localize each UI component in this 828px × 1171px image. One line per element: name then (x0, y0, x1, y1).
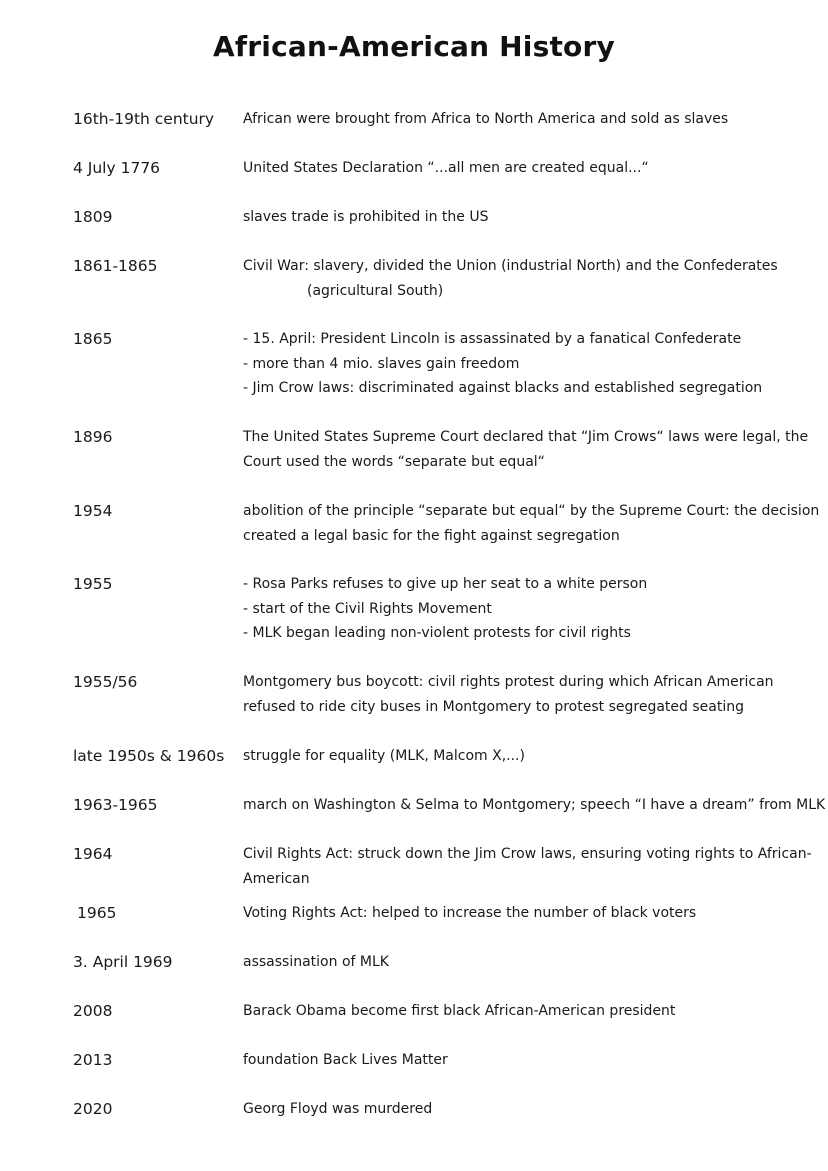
event-date: late 1950s & 1960s (73, 747, 225, 765)
event-description (243, 950, 803, 975)
event-date: 2008 (73, 1002, 113, 1020)
event-date: 1955 (73, 575, 113, 593)
event-description (243, 901, 803, 926)
event-date: 1965 (77, 904, 117, 922)
event-line: Barack Obama become first black African-American president (243, 1003, 676, 1019)
event-line: created a legal basic for the fight against segregation (243, 527, 620, 544)
event-description (243, 499, 820, 548)
event-line: slaves trade is prohibited in the US (243, 209, 489, 225)
event-date: 2020 (73, 1100, 113, 1118)
event-line: Civil War: slavery, divided the Union (industrial North) and the Confederates (243, 258, 778, 274)
event-date: 1964 (73, 845, 113, 863)
event-line: abolition of the principle “separate but equal“ by the Supreme Court: the decision (243, 503, 820, 519)
event-line: American (243, 870, 310, 887)
event-date: 1865 (73, 330, 113, 348)
page-title: African-American History (213, 30, 615, 63)
event-line: - 15. April: President Lincoln is assassinated by a fanatical Confederate (243, 331, 742, 347)
event-line: Montgomery bus boycott: civil rights protest during which African American (243, 674, 774, 690)
event-description (243, 327, 803, 401)
event-date: 1963-1965 (73, 796, 158, 814)
event-line: struggle for equality (MLK, Malcom X,...) (243, 748, 525, 764)
event-line: march on Washington & Selma to Montgomery; speech “I have a dream” from MLK (243, 797, 826, 813)
event-description (243, 842, 812, 891)
event-description (243, 572, 803, 646)
event-date: 16th-19th century (73, 110, 215, 128)
event-line: Georg Floyd was murdered (243, 1101, 433, 1117)
event-line: - MLK began leading non-violent protests for civil rights (243, 625, 631, 641)
event-description (243, 205, 803, 230)
event-date: 2013 (73, 1051, 113, 1069)
event-date: 1896 (73, 428, 113, 446)
event-date: 4 July 1776 (73, 159, 161, 177)
event-date: 1809 (73, 208, 113, 226)
event-line: African were brought from Africa to North America and sold as slaves (243, 111, 729, 127)
event-line: - more than 4 mio. slaves gain freedom (243, 355, 520, 372)
event-description (243, 425, 809, 474)
event-description (243, 254, 803, 303)
event-line: - Rosa Parks refuses to give up her seat to a white person (243, 576, 648, 592)
event-line: Court used the words “separate but equal“ (243, 453, 545, 470)
event-description (243, 1097, 803, 1122)
event-date: 1861-1865 (73, 257, 158, 275)
event-date: 1955/56 (73, 673, 138, 691)
event-line: (agricultural South) (307, 282, 444, 299)
event-date: 3. April 1969 (73, 953, 173, 971)
event-line: Voting Rights Act: helped to increase the number of black voters (243, 905, 697, 921)
event-description (243, 156, 803, 181)
event-line: - start of the Civil Rights Movement (243, 600, 492, 617)
event-line: The United States Supreme Court declared that “Jim Crows“ laws were legal, the (243, 429, 809, 445)
event-line: Civil Rights Act: struck down the Jim Crow laws, ensuring voting rights to African- (243, 846, 812, 862)
event-description (243, 999, 803, 1024)
event-description (243, 670, 803, 719)
event-line: - Jim Crow laws: discriminated against blacks and established segregation (243, 380, 763, 396)
event-description (243, 1048, 803, 1073)
event-line: foundation Back Lives Matter (243, 1052, 448, 1068)
event-date: 1954 (73, 502, 113, 520)
event-line: assassination of MLK (243, 954, 389, 970)
event-line: refused to ride city buses in Montgomery to protest segregated seating (243, 698, 744, 715)
event-line: United States Declaration “...all men are created equal...“ (243, 160, 649, 176)
event-description (243, 744, 803, 769)
event-description (243, 793, 826, 818)
event-description (243, 107, 803, 132)
